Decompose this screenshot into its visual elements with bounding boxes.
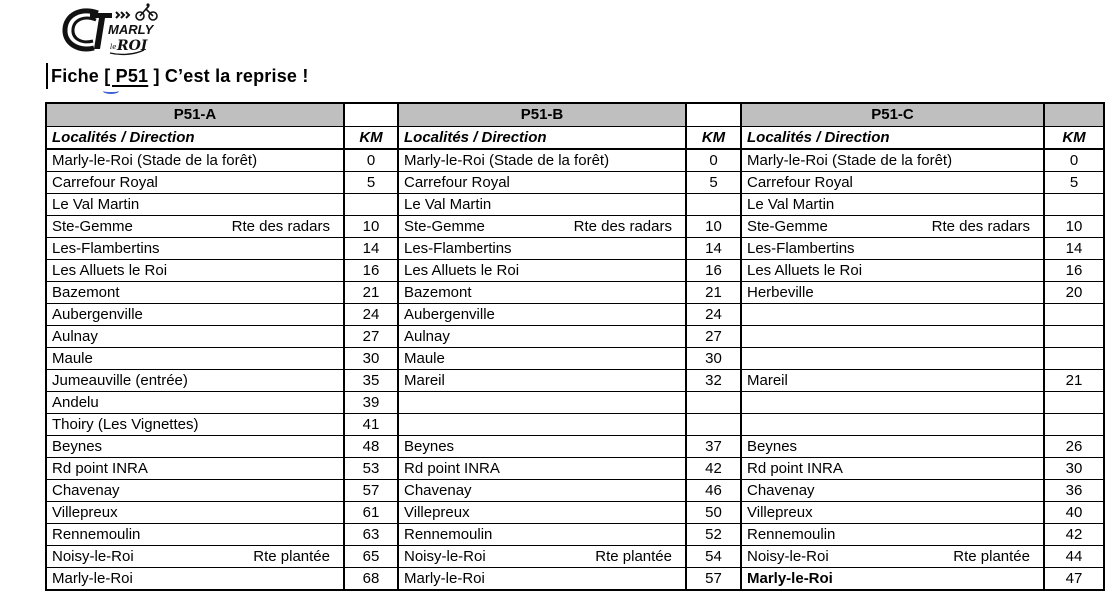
km-cell: 27 [344,326,398,348]
locality-text: Maule [404,350,445,367]
table-row [46,238,1104,260]
locality-cell [741,546,1044,568]
title-part3: ] C’est la reprise ! [148,65,309,86]
km-cell: 36 [1044,480,1104,502]
locality-cell [398,480,686,502]
km-cell: 0 [686,149,741,172]
km-cell: 65 [344,546,398,568]
direction-note: Rte plantée [595,548,672,565]
locality-cell [741,370,1044,392]
km-cell: 26 [1044,436,1104,458]
locality-text: Marly-le-Roi (Stade de la forêt) [404,152,610,169]
locality-cell [741,149,1044,172]
locality-text: Chavenay [52,482,120,499]
spellcheck-squiggle [103,88,119,94]
km-cell: 30 [344,348,398,370]
club-logo [60,3,160,57]
locality-text: Ste-Gemme [747,218,828,235]
locality-cell [741,524,1044,546]
km-cell: 10 [344,216,398,238]
locality-text: Noisy-le-Roi [52,548,134,565]
locality-text: Chavenay [404,482,472,499]
direction-note: Rte plantée [953,548,1030,565]
locality-cell [741,348,1044,370]
km-cell [344,194,398,216]
direction-note: Rte des radars [573,218,672,235]
locality-text: Villepreux [404,504,470,521]
locality-cell [741,480,1044,502]
locality-text: Marly-le-Roi (Stade de la forêt) [52,152,258,169]
km-cell: 57 [686,568,741,591]
table-row [46,326,1104,348]
locality-text: Marly-le-Roi [404,570,485,587]
locality-cell [741,194,1044,216]
km-cell: 42 [1044,524,1104,546]
title-bracket: [ P51 [104,65,149,86]
table-row [46,414,1104,436]
km-cell: 41 [344,414,398,436]
locality-cell [398,568,686,591]
locality-text: Beynes [747,438,798,455]
km-cell: 14 [686,238,741,260]
locality-text: Les-Flambertins [52,240,160,257]
locality-cell [46,502,344,524]
locality-cell [398,502,686,524]
km-cell: 48 [344,436,398,458]
km-cell: 24 [686,304,741,326]
direction-note: Rte plantée [253,548,330,565]
km-cell: 68 [344,568,398,591]
locality-cell [46,238,344,260]
locality-text: Le Val Martin [747,196,835,213]
locality-cell [741,568,1044,591]
locality-cell [46,436,344,458]
locality-cell [398,172,686,194]
km-cell [686,392,741,414]
table-row [46,568,1104,591]
locality-cell [741,392,1044,414]
km-cell [1044,392,1104,414]
locality-cell [741,172,1044,194]
locality-cell [741,502,1044,524]
club-name-roi: ROI [117,38,148,54]
km-cell [1044,304,1104,326]
km-cell: 32 [686,370,741,392]
locality-text: Rd point INRA [747,460,843,477]
document-title-row [46,62,309,90]
locality-cell [46,216,344,238]
km-header-c: KM [1044,126,1104,149]
locality-cell [398,260,686,282]
table-row [46,546,1104,568]
locality-text: Carrefour Royal [52,174,158,191]
km-cell: 5 [1044,172,1104,194]
locality-cell [741,414,1044,436]
loc-header-b: Localités / Direction [398,126,686,149]
km-header-a: KM [344,126,398,149]
table-row [46,194,1104,216]
club-logo-graphic [60,3,160,57]
locality-cell [46,546,344,568]
locality-cell [398,348,686,370]
locality-text: Les Alluets le Roi [52,262,168,279]
locality-cell [741,326,1044,348]
km-cell: 27 [686,326,741,348]
locality-text: Les-Flambertins [404,240,512,257]
locality-cell [398,524,686,546]
locality-text: Aubergenville [404,306,495,323]
locality-cell [46,348,344,370]
km-cell: 16 [686,260,741,282]
locality-cell [46,260,344,282]
locality-text: Maule [52,350,93,367]
locality-text: Noisy-le-Roi [747,548,829,565]
km-cell: 14 [344,238,398,260]
km-cell: 30 [686,348,741,370]
locality-cell [398,414,686,436]
locality-cell [741,216,1044,238]
locality-cell [398,392,686,414]
locality-cell [46,414,344,436]
locality-text: Le Val Martin [404,196,492,213]
km-cell [686,414,741,436]
locality-cell [398,458,686,480]
section-title-p51b: P51-B [398,103,686,126]
km-cell: 52 [686,524,741,546]
locality-cell [741,238,1044,260]
locality-text: Jumeauville (entrée) [52,372,188,389]
locality-text: Les Alluets le Roi [404,262,520,279]
locality-text: Ste-Gemme [404,218,485,235]
locality-cell [46,524,344,546]
locality-cell [398,216,686,238]
locality-cell [46,480,344,502]
table-row [46,480,1104,502]
locality-cell [46,282,344,304]
km-header-b: KM [686,126,741,149]
locality-text: Herbeville [747,284,814,301]
section-title-p51c: P51-C [741,103,1044,126]
km-cell: 21 [1044,370,1104,392]
locality-text: Les-Flambertins [747,240,855,257]
km-cell: 21 [686,282,741,304]
table-row [46,304,1104,326]
locality-text: Mareil [747,372,788,389]
km-cell: 37 [686,436,741,458]
locality-cell [46,194,344,216]
locality-text: Bazemont [52,284,120,301]
locality-text: Carrefour Royal [747,174,853,191]
locality-cell [46,568,344,591]
km-cell: 20 [1044,282,1104,304]
locality-cell [398,282,686,304]
km-cell: 61 [344,502,398,524]
table-row [46,216,1104,238]
locality-cell [398,436,686,458]
km-cell [1044,326,1104,348]
km-cell: 0 [344,149,398,172]
cursor-bar [46,63,48,89]
locality-text: Rennemoulin [747,526,836,543]
locality-text: Marly-le-Roi [747,570,833,587]
locality-text: Aubergenville [52,306,143,323]
locality-text: Beynes [52,438,103,455]
km-cell: 5 [344,172,398,194]
km-cell [1044,348,1104,370]
loc-header-c: Localités / Direction [741,126,1044,149]
table-row [46,149,1104,172]
locality-text: Marly-le-Roi (Stade de la forêt) [747,152,953,169]
locality-text: Beynes [404,438,455,455]
column-header-row [46,126,1104,149]
locality-cell [46,304,344,326]
direction-note: Rte des radars [931,218,1030,235]
locality-cell [398,194,686,216]
locality-text: Bazemont [404,284,472,301]
locality-text: Villepreux [52,504,118,521]
locality-cell [46,392,344,414]
km-cell: 14 [1044,238,1104,260]
locality-text: Rennemoulin [52,526,141,543]
km-cell: 63 [344,524,398,546]
locality-cell [741,304,1044,326]
locality-cell [46,326,344,348]
section-title-p51a: P51-A [46,103,344,126]
km-cell: 39 [344,392,398,414]
table-row [46,172,1104,194]
locality-text: Le Val Martin [52,196,140,213]
locality-text: Ste-Gemme [52,218,133,235]
km-cell [1044,414,1104,436]
locality-cell [398,149,686,172]
section-title-row [46,103,1104,126]
locality-text: Noisy-le-Roi [404,548,486,565]
km-cell: 54 [686,546,741,568]
locality-text: Les Alluets le Roi [747,262,863,279]
locality-cell [741,282,1044,304]
locality-cell [398,238,686,260]
loc-header-a: Localités / Direction [46,126,344,149]
table-row [46,524,1104,546]
table-row [46,282,1104,304]
locality-text: Villepreux [747,504,813,521]
locality-text: Mareil [404,372,445,389]
table-row [46,458,1104,480]
locality-cell [46,172,344,194]
locality-text: Chavenay [747,482,815,499]
km-cell: 35 [344,370,398,392]
km-cell: 10 [1044,216,1104,238]
locality-cell [46,370,344,392]
km-cell: 44 [1044,546,1104,568]
locality-cell [46,149,344,172]
locality-text: Rennemoulin [404,526,493,543]
km-cell: 5 [686,172,741,194]
locality-text: Thoiry (Les Vignettes) [52,416,199,433]
km-cell: 42 [686,458,741,480]
km-cell [686,194,741,216]
km-cell: 40 [1044,502,1104,524]
km-cap-b [686,103,741,126]
km-cell: 30 [1044,458,1104,480]
table-row [46,502,1104,524]
km-cell: 10 [686,216,741,238]
locality-cell [741,260,1044,282]
locality-text: Carrefour Royal [404,174,510,191]
km-cell: 21 [344,282,398,304]
table-row [46,436,1104,458]
cyclist-icon [136,3,157,20]
km-cap-c [1044,103,1104,126]
km-cell: 16 [1044,260,1104,282]
locality-cell [741,458,1044,480]
locality-cell [398,546,686,568]
km-cap-a [344,103,398,126]
km-cell: 47 [1044,568,1104,591]
table-row [46,260,1104,282]
chevrons-icon [116,12,129,18]
club-name-le: le [110,43,117,51]
locality-text: Aulnay [404,328,450,345]
km-cell: 57 [344,480,398,502]
locality-cell [46,458,344,480]
locality-cell [741,436,1044,458]
km-cell: 24 [344,304,398,326]
locality-text: Andelu [52,394,99,411]
table-row [46,370,1104,392]
locality-text: Rd point INRA [404,460,500,477]
km-cell: 0 [1044,149,1104,172]
km-cell: 46 [686,480,741,502]
locality-cell [398,370,686,392]
km-cell: 53 [344,458,398,480]
locality-text: Rd point INRA [52,460,148,477]
table-row [46,392,1104,414]
table-row [46,348,1104,370]
page-title [51,66,309,87]
locality-cell [398,304,686,326]
title-part1: Fiche [51,65,105,86]
locality-text: Aulnay [52,328,98,345]
route-table [45,102,1105,591]
direction-note: Rte des radars [231,218,330,235]
locality-cell [398,326,686,348]
km-cell: 50 [686,502,741,524]
locality-text: Marly-le-Roi [52,570,133,587]
route-table-body [46,149,1104,590]
km-cell [1044,194,1104,216]
club-name-top: MARLY [108,22,154,37]
km-cell: 16 [344,260,398,282]
